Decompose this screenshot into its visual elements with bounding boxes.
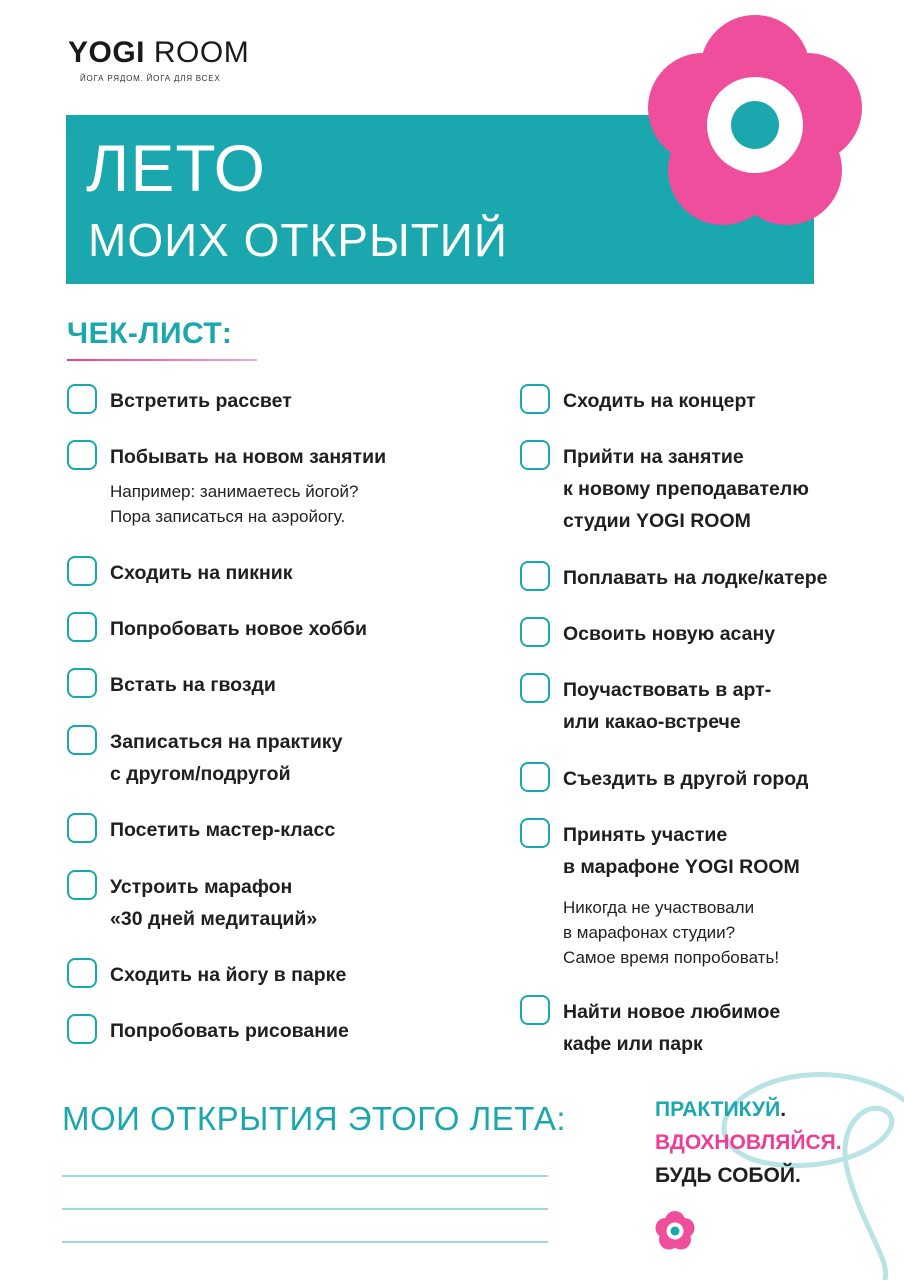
slogan-line2: ВДОХНОВЛЯЙСЯ. <box>655 1131 842 1154</box>
checklist-item-note: в марафонах студии? <box>563 923 736 942</box>
checklist-item-label: Найти новое любимое <box>563 1001 781 1023</box>
checklist-item-label: Освоить новую асану <box>563 623 776 645</box>
checklist-item-label: Посетить мастер-класс <box>110 819 336 841</box>
checklist-item-label: Записаться на практику <box>110 731 343 753</box>
checklist-item-note: Например: занимаетесь йогой? <box>110 482 359 501</box>
logo-wordmark <box>68 38 249 68</box>
checklist-item-label: Сходить на концерт <box>563 390 756 412</box>
writing-line[interactable] <box>62 1241 548 1243</box>
writing-line[interactable] <box>62 1208 548 1210</box>
checkbox-icon[interactable] <box>67 1014 97 1044</box>
checklist-item-label: Съездить в другой город <box>563 768 809 790</box>
checkbox-icon[interactable] <box>67 612 97 642</box>
slogan-dot: . <box>780 1098 787 1121</box>
checklist-item-label: Сходить на йогу в парке <box>110 964 347 986</box>
checkbox-icon[interactable] <box>520 995 550 1025</box>
flower-icon <box>640 10 870 240</box>
checkbox-icon[interactable] <box>520 617 550 647</box>
checklist-item-label: Попробовать рисование <box>110 1020 349 1042</box>
checklist-title-underline <box>67 359 257 361</box>
checklist-item-label: Побывать на новом занятии <box>110 446 387 468</box>
checklist-item-label: «30 дней медитаций» <box>110 908 318 930</box>
checkbox-icon[interactable] <box>520 384 550 414</box>
checkbox-icon[interactable] <box>67 668 97 698</box>
checkbox-icon[interactable] <box>67 958 97 988</box>
checkbox-icon[interactable] <box>520 673 550 703</box>
checklist-item-note: Самое время попробовать! <box>563 948 780 967</box>
checklist-item-label: Прийти на занятие <box>563 446 744 468</box>
checkbox-icon[interactable] <box>520 561 550 591</box>
checkbox-icon[interactable] <box>520 440 550 470</box>
checklist-item-note: Пора записаться на аэройогу. <box>110 507 346 526</box>
banner-title-line2: МОИХ ОТКРЫТИЙ <box>88 214 508 266</box>
checklist-item-label: или какао-встрече <box>563 711 741 733</box>
checklist-item-label: к новому преподавателю <box>563 478 809 500</box>
checklist-item-label: студии YOGI ROOM <box>563 510 751 532</box>
logo-light: ROOM <box>153 36 250 69</box>
checklist-item-label: с другом/подругой <box>110 763 291 785</box>
checklist-item-label: Поплавать на лодке/катере <box>563 567 828 589</box>
slogan-line1 <box>655 1098 786 1122</box>
slogan-practice: ПРАКТИКУЙ <box>655 1098 781 1121</box>
checklist-item-label: Встать на гвозди <box>110 674 276 696</box>
checklist-item-label: Принять участие <box>563 824 728 846</box>
discoveries-title: МОИ ОТКРЫТИЯ ЭТОГО ЛЕТА: <box>62 1100 567 1137</box>
checkbox-icon[interactable] <box>67 556 97 586</box>
writing-line[interactable] <box>62 1175 548 1177</box>
logo-tagline: ЙОГА РЯДОМ. ЙОГА ДЛЯ ВСЕХ <box>80 74 221 83</box>
banner-title-line1: ЛЕТО <box>86 131 267 205</box>
slogan-line3: БУДЬ СОБОЙ. <box>655 1164 801 1187</box>
checklist-item-label: Сходить на пикник <box>110 562 293 584</box>
checklist-item-label: в марафоне YOGI ROOM <box>563 856 800 878</box>
checklist-item-label: Поучаствовать в арт- <box>563 679 772 701</box>
checkbox-icon[interactable] <box>67 870 97 900</box>
checklist-item-label: кафе или парк <box>563 1033 703 1055</box>
checklist-item-label: Встретить рассвет <box>110 390 292 412</box>
checkbox-icon[interactable] <box>67 440 97 470</box>
checkbox-icon[interactable] <box>67 384 97 414</box>
checklist-item-label: Попробовать новое хобби <box>110 618 367 640</box>
checkbox-icon[interactable] <box>67 725 97 755</box>
checklist-item-note: Никогда не участвовали <box>563 898 755 917</box>
checkbox-icon[interactable] <box>520 762 550 792</box>
checkbox-icon[interactable] <box>67 813 97 843</box>
checkbox-icon[interactable] <box>520 818 550 848</box>
checklist-item-label: Устроить марафон <box>110 876 293 898</box>
small-flower-icon <box>654 1210 696 1252</box>
logo <box>68 38 249 83</box>
logo-bold: YOGI <box>68 36 146 69</box>
checklist-title: ЧЕК-ЛИСТ: <box>67 317 233 350</box>
